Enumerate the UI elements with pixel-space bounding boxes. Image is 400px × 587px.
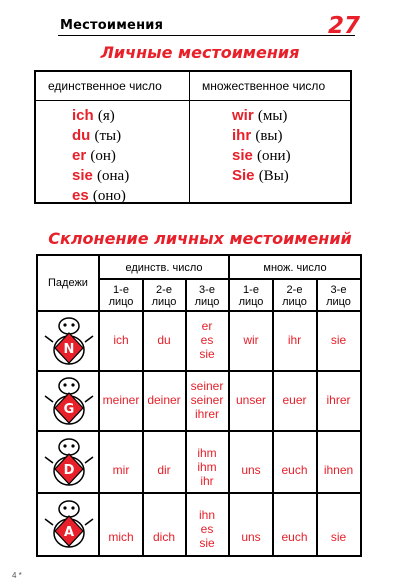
pronoun-ru: (вы) — [255, 128, 283, 144]
list-item — [72, 106, 129, 126]
list-item — [72, 126, 129, 146]
list-item — [232, 126, 291, 146]
table-rule — [142, 278, 144, 555]
pronoun-ru: (они) — [257, 148, 291, 164]
table-cell: seiner seiner ihrer — [190, 379, 224, 421]
list-item — [72, 186, 129, 206]
pronoun-ru: (ты) — [94, 128, 122, 144]
declension-table — [36, 254, 362, 557]
table-cell: unser — [235, 393, 267, 407]
table-cell: sie — [330, 530, 347, 544]
table-rule — [38, 492, 360, 494]
section-title-personal-pronouns: Личные местоимения — [100, 43, 300, 62]
case-letter: D — [63, 463, 75, 478]
pronoun-de: es — [72, 187, 89, 204]
table-cell: meiner — [102, 393, 140, 407]
table-rule — [100, 278, 360, 280]
table-rule — [189, 72, 190, 202]
table-cell: ihn es sie — [198, 508, 215, 550]
footer-mark: 4 * — [12, 571, 22, 580]
table-rule — [316, 278, 318, 555]
table-cell: wir — [243, 333, 259, 347]
table-rule — [38, 310, 360, 312]
case-letter: N — [63, 342, 75, 357]
pronoun-de: sie — [72, 167, 93, 184]
table-cell: dir — [157, 463, 171, 477]
personal-pronouns-table — [34, 70, 352, 204]
pronoun-de: Sie — [232, 167, 255, 184]
table-cell: dich — [152, 530, 175, 544]
table-cell: mich — [108, 530, 134, 544]
table-rule — [36, 100, 350, 101]
table-cell: ihnen — [323, 463, 354, 477]
table-cell: ihr — [287, 333, 302, 347]
pronoun-ru: (он) — [90, 148, 116, 164]
person-header: 2-е лицо — [282, 284, 307, 308]
pronoun-de: ihr — [232, 127, 252, 144]
table-cell: euch — [281, 530, 308, 544]
table-cell: er es sie — [199, 319, 215, 361]
pronoun-ru: (мы) — [257, 108, 288, 124]
table-cell: ihrer — [326, 393, 351, 407]
table-cell: euer — [282, 393, 307, 407]
plural-pronoun-list — [232, 106, 291, 186]
case-mascot-icon — [43, 437, 95, 487]
table-rule — [272, 278, 274, 555]
list-item — [72, 146, 129, 166]
person-header: 3-е лицо — [326, 284, 351, 308]
person-header: 1-е лицо — [108, 284, 134, 308]
pronoun-de: wir — [232, 107, 254, 124]
table-cell: uns — [241, 530, 261, 544]
case-letter: G — [63, 402, 75, 417]
table-cell: ich — [113, 333, 129, 347]
case-letter: A — [63, 525, 75, 540]
column-header-cases: Падежи — [48, 277, 88, 289]
person-header: 3-е лицо — [194, 284, 220, 308]
pronoun-de: sie — [232, 147, 253, 164]
table-cell: sie — [330, 333, 347, 347]
pronoun-de: er — [72, 147, 87, 164]
section-title-declension: Склонение личных местоимений — [48, 229, 352, 248]
case-mascot-icon — [43, 316, 95, 366]
case-mascot-icon — [43, 499, 95, 549]
pronoun-ru: (Вы) — [258, 168, 289, 184]
pronoun-de: ich — [72, 107, 94, 124]
singular-pronoun-list — [72, 106, 129, 206]
column-header-singular: единственное число — [48, 79, 162, 93]
case-mascot-icon — [43, 376, 95, 426]
person-header: 2-е лицо — [151, 284, 177, 308]
table-cell: ihm ihm ihr — [197, 446, 217, 488]
person-header: 1-е лицо — [238, 284, 264, 308]
table-cell: du — [157, 333, 171, 347]
table-cell: uns — [241, 463, 261, 477]
table-cell: mir — [112, 463, 130, 477]
pronoun-ru: (я) — [97, 108, 115, 124]
list-item — [72, 166, 129, 186]
list-item — [232, 166, 291, 186]
pronoun-de: du — [72, 127, 91, 144]
column-header-plural: множественное число — [202, 79, 326, 93]
column-header-plural: множ. число — [263, 262, 327, 274]
list-item — [232, 146, 291, 166]
table-cell: euch — [281, 463, 308, 477]
page-number: 27 — [327, 13, 360, 39]
pronoun-ru: (оно) — [92, 188, 126, 204]
table-rule — [38, 430, 360, 432]
chapter-title: Местоимения — [60, 18, 164, 33]
list-item — [232, 106, 291, 126]
table-rule — [38, 370, 360, 372]
header-rule — [58, 35, 355, 36]
pronoun-ru: (она) — [97, 168, 130, 184]
table-cell: deiner — [147, 393, 181, 407]
column-header-singular: единств. число — [125, 262, 203, 274]
